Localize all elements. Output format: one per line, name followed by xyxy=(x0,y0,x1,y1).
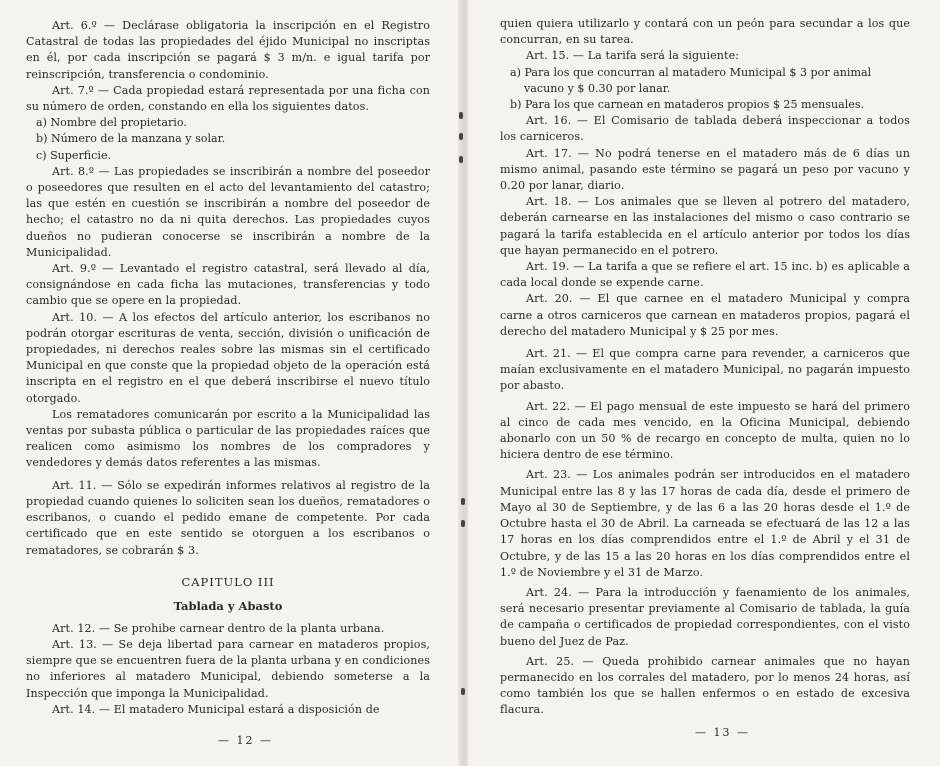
article-14: Art. 14. — El matadero Municipal estará a disposición de xyxy=(52,702,380,716)
article-19: Art. 19. — La tarifa a que se refiere el art. 15 inc. b) es aplicable a cada local donde se expende carne. xyxy=(500,260,910,290)
page-number-left: — 12 — xyxy=(218,734,273,747)
right-page xyxy=(468,0,940,766)
article-9: Art. 9.º — Levantado el registro catastral, será llevado al día, consignándose en cada ficha las mutaciones, transferencias y todo cambio que se opere en la propiedad. xyxy=(26,262,430,308)
article-24: Art. 24. — Para la introducción y faenamiento de los animales, será necesario presentar previamente al Comisario de tablada, la guía de campaña o certificados de propiedad correspondientes, con el visto bueno del Juez de Paz. xyxy=(500,585,910,648)
binding-mark xyxy=(461,498,465,505)
article-7: Art. 7.º — Cada propiedad estará representada por una ficha con su número de orden, constando en ella los siguientes datos. xyxy=(26,83,430,114)
article-10: Art. 10. — A los efectos del artículo anterior, los escribanos no podrán otorgar escrituras de venta, sección, división o unificación de propiedades, ni derechos reales sobre las mismas sin el certificado Municipal en que conste que la propiedad objeto de la operación está inscripta en el registro en el que deberá inscribirse el nuevo título otorgado. xyxy=(26,310,430,405)
article-22: Art. 22. — El pago mensual de este impuesto se hará del primero al cinco de cada mes vencido, en la Oficina Municipal, debiendo abonarlo con un 50 % de recargo en concepto de multa, quien no lo hiciera dentro de ese término. xyxy=(500,399,910,462)
binding-mark xyxy=(461,688,465,695)
page-number-right: — 13 — xyxy=(695,726,750,739)
section-heading: Tablada y Abasto xyxy=(173,598,283,613)
article-20: Art. 20. — El que carnee en el matadero Municipal y compra carne a otros carniceros que carnean en mataderos propios, pagará el derecho del matadero Municipal y $ 25 por mes. xyxy=(500,292,910,338)
binding-mark xyxy=(459,156,463,163)
article-6: Art. 6.º — Declárase obligatoria la inscripción en el Registro Catastral de todas las propiedades del éjido Municipal no inscriptas en él, por cada inscripción se pagará $ 3 m/n. e igual tarifa por reinscripción, transferencia o condominio. xyxy=(26,19,430,81)
binding-mark xyxy=(459,133,463,140)
article-23: Art. 23. — Los animales podrán ser introducidos en el matadero Municipal entre las 8 y las 17 horas de cada día, desde el primero de Mayo al 30 de Septiembre, y de las 6 a las 20 horas desde el 1.º de Octubre hasta el 30 de Abril. La carneada se efectuará de las 12 a las 17 horas en los días comprendidos entre el 1.º de Abril y el 31 de Octubre, y de las 15 a las 20 horas en los días comprendidos entre el 1.º de Noviembre y el 31 de Marzo. xyxy=(500,468,910,579)
chapter-heading: CAPITULO III xyxy=(181,574,275,589)
article-25: Art. 25. — Queda prohibido carnear animales que no hayan permanecido en los corrales del matadero, por lo menos 24 horas, así como también los que se hallen enfermos o en estado de excesiva flacura. xyxy=(500,654,910,717)
article-7-item-a: a) Nombre del propietario. xyxy=(36,116,187,130)
article-11: Art. 11. — Sólo se expedirán informes relativos al registro de la propiedad cuando quienes lo soliciten sean los dueños, rematadores o escribanos, o cuando el pedido emane de competente. Por cada certificado que en este sentido se otorguen a los escribanos o rematadores, se cobrarán $ 3. xyxy=(26,478,430,557)
article-15-item-b: b) Para los que carnean en mataderos propios $ 25 mensuales. xyxy=(510,98,865,112)
binding-mark xyxy=(459,112,463,119)
article-10-continuation: Los rematadores comunicarán por escrito a la Municipalidad las ventas por subasta pública o particular de las propiedades raíces que realicen como asimismo los nombres de los compradores y vendedores y demás datos referentes a las mismas. xyxy=(26,407,430,470)
left-page xyxy=(0,0,460,766)
article-21: Art. 21. — El que compra carne para revender, a carniceros que maían exclusivamente en el matadero Municipal, no pagarán impuesto por abasto. xyxy=(500,347,910,393)
article-14-continuation: quien quiera utilizarlo y contará con un peón para secundar a los que concurran, en su tarea. xyxy=(500,17,910,47)
article-18: Art. 18. — Los animales que se lleven al potrero del matadero, deberán carnearse en las instalaciones del mismo o caso contrario se pagará la tarifa establecida en el artículo anterior por todos los días que hayan permanecido en el potrero. xyxy=(500,195,910,257)
article-17: Art. 17. — No podrá tenerse en el matadero más de 6 días un mismo animal, pasando este término se pagará un peso por vacuno y 0.20 por lanar, diario. xyxy=(500,146,910,193)
article-7-item-b: b) Número de la manzana y solar. xyxy=(36,132,226,146)
article-7-item-c: c) Superficie. xyxy=(36,148,112,162)
article-8: Art. 8.º — Las propiedades se inscribirán a nombre del poseedor o poseedores que resulten en el acto del levantamiento del catastro; las que estén en cuestión se inscribirán a nombre del poseedor de hecho; el catastro no da ni quita derechos. Las propiedades cuyos dueños no pudieran conocerse se inscribirán a nombre de la Municipalidad. xyxy=(26,164,430,259)
article-13: Art. 13. — Se deja libertad para carnear en mataderos propios, siempre que se encuentren fuera de la planta urbana y en condiciones no inferiores al matadero Municipal, debiendo someterse a la Inspección que imponga la Municipalidad. xyxy=(26,637,430,700)
article-15-item-a: a) Para los que concurran al matadero Municipal $ 3 por animal vacuno y $ 0.30 por lanar. xyxy=(510,65,872,95)
article-16: Art. 16. — El Comisario de tablada deberá inspeccionar a todos los carniceros. xyxy=(500,114,910,144)
binding-mark xyxy=(461,520,465,527)
article-15: Art. 15. — La tarifa será la siguiente: xyxy=(526,49,740,63)
article-12: Art. 12. — Se prohibe carnear dentro de la planta urbana. xyxy=(52,621,385,635)
